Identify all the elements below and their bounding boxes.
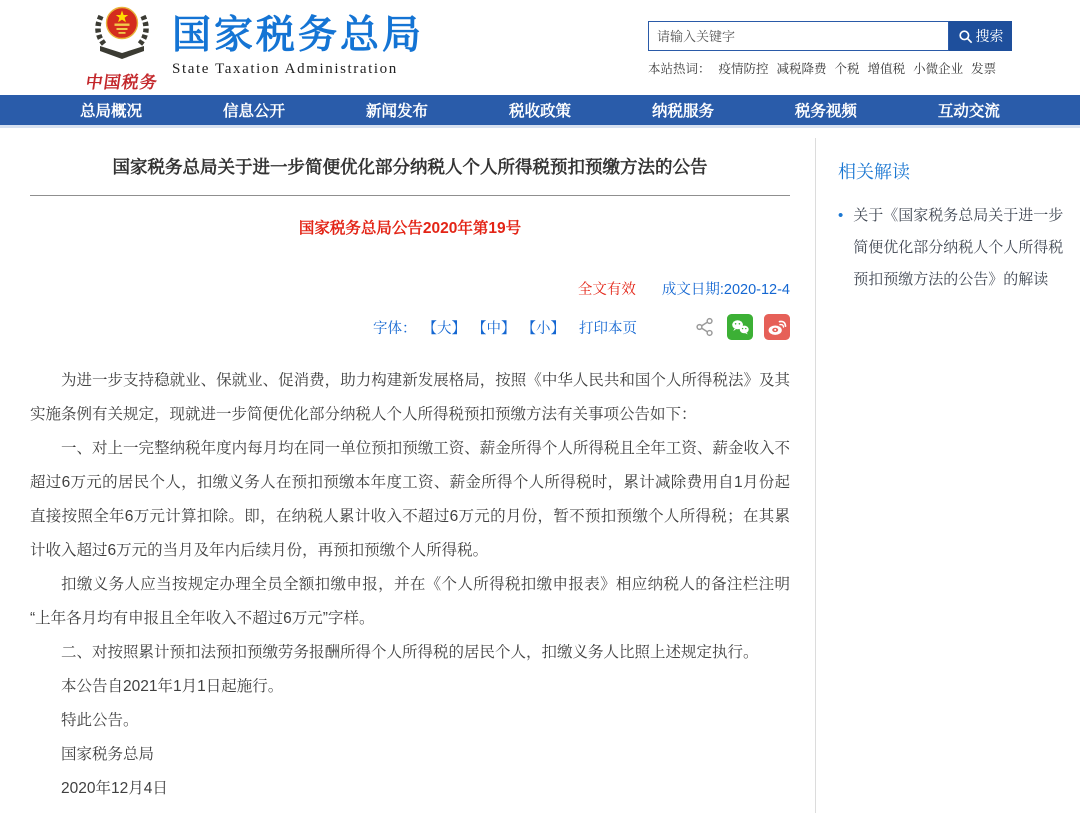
nav-item-video[interactable]: 税务视频 (794, 103, 857, 120)
search-area (648, 21, 1012, 77)
wechat-share-icon[interactable] (727, 314, 753, 340)
site-logo[interactable] (84, 4, 424, 93)
search-input[interactable] (648, 21, 949, 51)
hot-word-link[interactable]: 小微企业 (913, 62, 964, 76)
weibo-share-icon[interactable] (764, 314, 790, 340)
article-paragraph: 为进一步支持稳就业、保就业、促消费，助力构建新发展格局，按照《中华人民共和国个人所得税法》及其实施条例有关规定，现就进一步简便优化部分纳税人个人所得税预扣预缴方法有关事项公告如下： (30, 372, 790, 424)
hot-word-link[interactable]: 增值税 (867, 62, 906, 76)
status-badge: 全文有效 (577, 282, 636, 299)
title-divider (30, 195, 790, 196)
hot-word-link[interactable]: 疫情防控 (718, 62, 769, 76)
nav-item-news[interactable]: 新闻发布 (365, 103, 428, 120)
signature-date: 2020年12月4日 (61, 780, 168, 798)
article-meta-status (30, 278, 790, 299)
site-names (172, 4, 424, 78)
bullet-icon: • (838, 207, 844, 224)
site-title-english: State Taxation Administration (172, 60, 398, 77)
hot-word-link[interactable]: 减税降费 (776, 62, 827, 76)
nav-item-disclosure[interactable]: 信息公开 (222, 103, 285, 120)
related-reading-link[interactable] (838, 200, 1066, 296)
article-paragraph: 一、对上一完整纳税年度内每月均在同一单位预扣预缴工资、薪金所得个人所得税且全年工资、薪金收入不超过6万元的居民个人，扣缴义务人在预扣预缴本年度工资、薪金所得个人所得税时，累计减除费用自1月份起直接按照全年6万元计算扣除。即，在纳税人累计收入不超过6万元的月份，暂不预扣预缴个人所得税；在其累计收入超过6万元的当月及年内后续月份，再预扣预缴个人所得税。 (30, 440, 790, 560)
hot-words-label: 本站热词： (648, 62, 711, 76)
nav-item-interact[interactable]: 互动交流 (937, 103, 1000, 120)
nav-item-services[interactable]: 纳税服务 (651, 103, 714, 120)
print-page-button[interactable]: 打印本页 (579, 320, 637, 337)
font-size-small-button[interactable]: 【小】 (521, 320, 565, 337)
sidebar-title: 相关解读 (838, 162, 910, 182)
hot-words-bar (648, 59, 1012, 77)
logo-caption: 中国税务 (84, 73, 160, 92)
related-reading-sidebar (815, 138, 1080, 813)
signature-agency: 国家税务总局 (61, 746, 155, 764)
site-header (0, 0, 1080, 95)
article-paragraph: 本公告自2021年1月1日起施行。 (61, 678, 284, 696)
hot-word-link[interactable]: 个税 (834, 62, 860, 76)
search-row (648, 21, 1012, 51)
article-title: 国家税务总局关于进一步简便优化部分纳税人个人所得税预扣预缴方法的公告 (112, 157, 708, 177)
article (30, 128, 790, 813)
article-toolbar (30, 314, 790, 340)
article-paragraph: 二、对按照累计预扣法预扣预缴劳务报酬所得个人所得税的居民个人，扣缴义务人比照上述规定执行。 (61, 644, 759, 662)
national-emblem-icon (89, 49, 155, 66)
nav-item-overview[interactable]: 总局概况 (80, 103, 143, 120)
font-size-label: 字体： (373, 320, 417, 337)
issue-date: 成文日期:2020-12-4 (661, 282, 790, 299)
article-paragraph: 扣缴义务人应当按规定办理全员全额扣缴申报，并在《个人所得税扣缴申报表》相应纳税人的备注栏注明“上年各月均有申报且全年收入不超过6万元”字样。 (30, 576, 790, 628)
font-size-large-button[interactable]: 【大】 (422, 320, 466, 337)
nav-item-policy[interactable]: 税收政策 (508, 103, 571, 120)
emblem-wrap (84, 4, 160, 93)
font-size-medium-button[interactable]: 【中】 (472, 320, 516, 337)
share-icon[interactable] (694, 316, 716, 338)
search-button-label: 搜索 (975, 28, 1004, 44)
article-paragraph: 特此公告。 (61, 712, 139, 730)
main-navigation (0, 95, 1080, 128)
article-body (30, 364, 790, 806)
related-reading-text: 关于《国家税务总局关于进一步简便优化部分纳税人个人所得税预扣预缴方法的公告》的解读 (853, 207, 1064, 288)
site-title: 国家税务总局 (172, 14, 425, 57)
hot-word-link[interactable]: 发票 (971, 62, 997, 76)
document-number: 国家税务总局公告2020年第19号 (298, 220, 522, 238)
search-icon (958, 29, 973, 44)
search-button[interactable] (949, 21, 1012, 51)
main-content (0, 128, 1080, 813)
